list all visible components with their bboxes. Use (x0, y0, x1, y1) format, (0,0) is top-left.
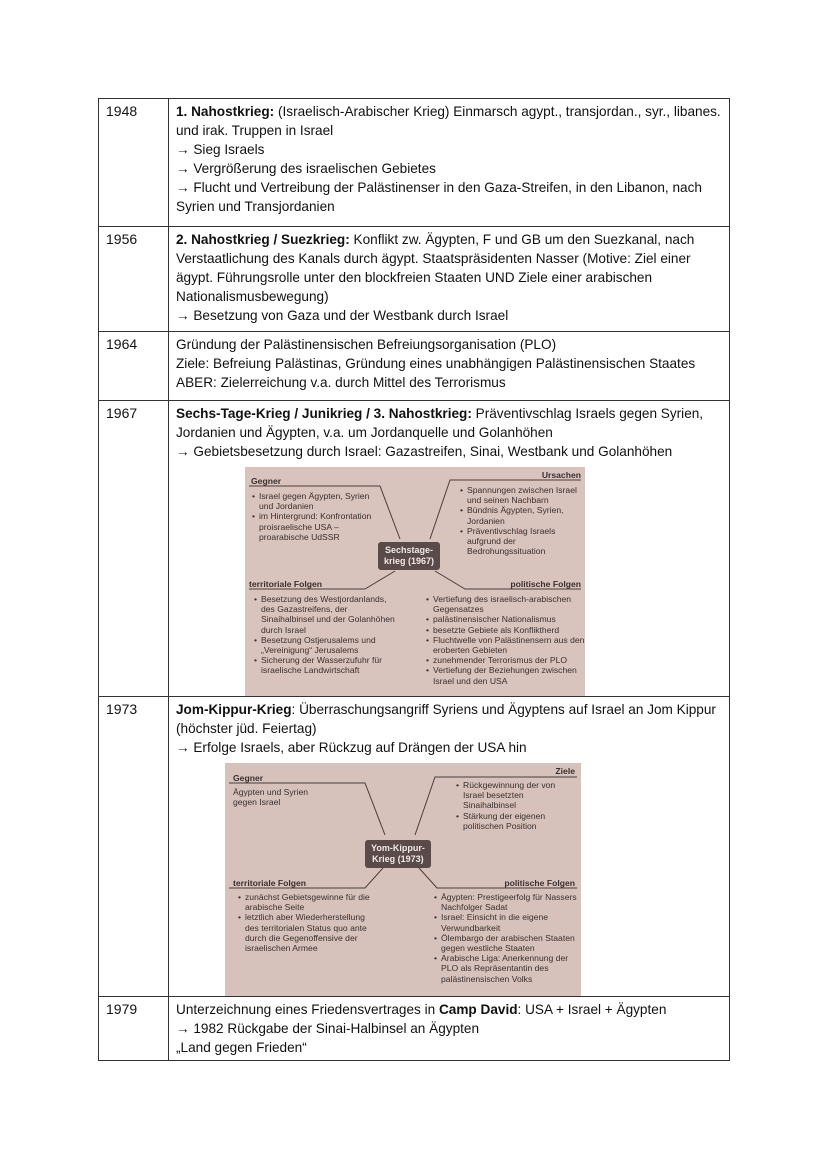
event-cell (169, 697, 730, 997)
event-cell (169, 332, 730, 401)
diagram-center-box: Yom-Kippur- Krieg (1973) (365, 840, 431, 868)
year-cell: 1967 (99, 401, 169, 697)
table-row (99, 332, 730, 401)
gegner-label: Gegner (251, 476, 282, 486)
political-list: • Vertiefung des israelisch-arabischen Gegensatzes • palästinensischer Nationalismus • besetzte Gebiete als Konfliktherd • Fluchtwelle von Palästinensern aus den eroberten Gebieten • zunehmender Terrorismus der PLO • Vertiefung der Beziehungen zwischen Israel und den USA (425, 594, 585, 686)
event-text: Unterzeichnung eines Friedensvertrages in (176, 1002, 439, 1017)
year-cell: 1979 (99, 997, 169, 1061)
event-text: : Überraschungsangriff Syriens und Ägyptens auf Israel an Jom Kippur (höchster jüd. Feiertag) (176, 702, 716, 736)
table-row (99, 401, 730, 697)
event-cell (169, 401, 730, 697)
event-title: Jom-Kippur-Krieg (176, 702, 292, 717)
ursachen-list: • Spannungen zwischen Israel und seinen Nachbarn • Bündnis Ägypten, Syrien, Jordanien • Präventivschlag Israels aufgrund der Bedrohungssituation (459, 485, 585, 556)
event-line: Gründung der Palästinensischen Befreiungsorganisation (PLO) (176, 337, 557, 352)
event-cell (169, 997, 730, 1061)
ziele-list: • Rückgewinnung der von Israel besetzten Sinaihalbinsel • Stärkung der eigenen politischen Position (455, 780, 578, 831)
event-text: Präventivschlag Israels gegen Syrien, Jordanien und Ägypten, v.a. um Jordanquelle und Golanhöhen (176, 406, 704, 440)
territorial-label: territoriale Folgen (249, 579, 323, 589)
table-row (99, 697, 730, 997)
yom-kippur-diagram (225, 763, 581, 996)
table-row (99, 227, 730, 332)
event-text: : USA + Israel + Ägypten (517, 1002, 667, 1017)
year-cell: 1956 (99, 227, 169, 332)
territorial-list: • Besetzung des Westjordanlands, des Gazastreifens, der Sinaihalbinsel und der Golanhöhen durch Israel • Besetzung Ostjerusalems und „Vereinigung“ Jerusalems • Sicherung der Wasserzufuhr für israelische Landwirtschaft (253, 594, 401, 676)
ziele-label: Ziele (555, 766, 575, 776)
six-day-war-diagram (245, 467, 585, 696)
year-cell: 1964 (99, 332, 169, 401)
territorial-label: territoriale Folgen (233, 878, 307, 888)
territorial-list: • zunächst Gebietsgewinne für die arabische Seite • letztlich aber Wiederherstellung des territorialen Status quo ante durch die Gegenoffensive der israelischen Armee (237, 892, 380, 953)
event-line: Ziele: Befreiung Palästinas, Gründung eines unabhängigen Palästinensischen Staates (176, 356, 696, 371)
political-list: • Ägypten: Prestigeerfolg für Nassers Nachfolger Sadat • Israel: Einsicht in die eigene Verwundbarkeit • Ölembargo der arabischen Staaten gegen westliche Staaten • Arabische Liga: Anerkennung der PLO als Repräsentantin des palästinensischen Volks (433, 892, 581, 984)
event-title: Camp David (438, 1002, 518, 1017)
gegner-text: Ägypten und Syrien gegen Israel (233, 787, 309, 808)
event-line: ABER: Zielerreichung v.a. durch Mittel des Terrorismus (176, 375, 506, 390)
table-row (99, 997, 730, 1061)
event-line: → Flucht und Vertreibung der Palästinenser in den Gaza-Streifen, in den Libanon, nach Syrien und Transjordanien (176, 180, 702, 214)
political-label: politische Folgen (510, 579, 581, 589)
year-cell: 1973 (99, 697, 169, 997)
political-label: politische Folgen (504, 878, 575, 888)
ursachen-label: Ursachen (541, 470, 581, 480)
event-line: → Gebietsbesetzung durch Israel: Gazastreifen, Sinai, Westbank und Golanhöhen (176, 444, 673, 459)
diagram-center-box: Sechstage- krieg (1967) (378, 542, 440, 570)
year-cell: 1948 (99, 99, 169, 227)
timeline-table (98, 98, 730, 1061)
event-line: → Sieg Israels (176, 142, 265, 157)
event-line: → Besetzung von Gaza und der Westbank durch Israel (176, 308, 509, 323)
event-cell (169, 99, 730, 227)
event-title: 1. Nahostkrieg: (176, 104, 275, 119)
event-text: (Israelisch-Arabischer Krieg) Einmarsch agypt., transjordan., syr., libanes. und irak. Truppen in Israel (176, 104, 721, 138)
event-title: Sechs-Tage-Krieg / Junikrieg / 3. Nahostkrieg: (176, 406, 472, 421)
gegner-label: Gegner (233, 773, 264, 783)
gegner-list: • Israel gegen Ägypten, Syrien und Jordanien • im Hintergrund: Konfrontation proisraelische USA – proarabische UdSSR (251, 491, 377, 542)
event-line: → Erfolge Israels, aber Rückzug auf Drängen der USA hin (176, 740, 527, 755)
event-cell (169, 227, 730, 332)
event-line: → Vergrößerung des israelischen Gebietes (176, 161, 436, 176)
event-title: 2. Nahostkrieg / Suezkrieg: (176, 232, 350, 247)
table-row (99, 99, 730, 227)
event-line: „Land gegen Frieden“ (176, 1040, 307, 1055)
event-line: → 1982 Rückgabe der Sinai-Halbinsel an Ägypten (176, 1021, 480, 1036)
event-text: Konflikt zw. Ägypten, F und GB um den Suezkanal, nach Verstaatlichung des Kanals durch ägypt. Staatspräsidenten Nasser (Motive: Ziel einer ägypt. Führungsrolle unter den blockfreien Staaten UND Ziele einer arabischen Nationalismusbewegung) (176, 232, 695, 304)
